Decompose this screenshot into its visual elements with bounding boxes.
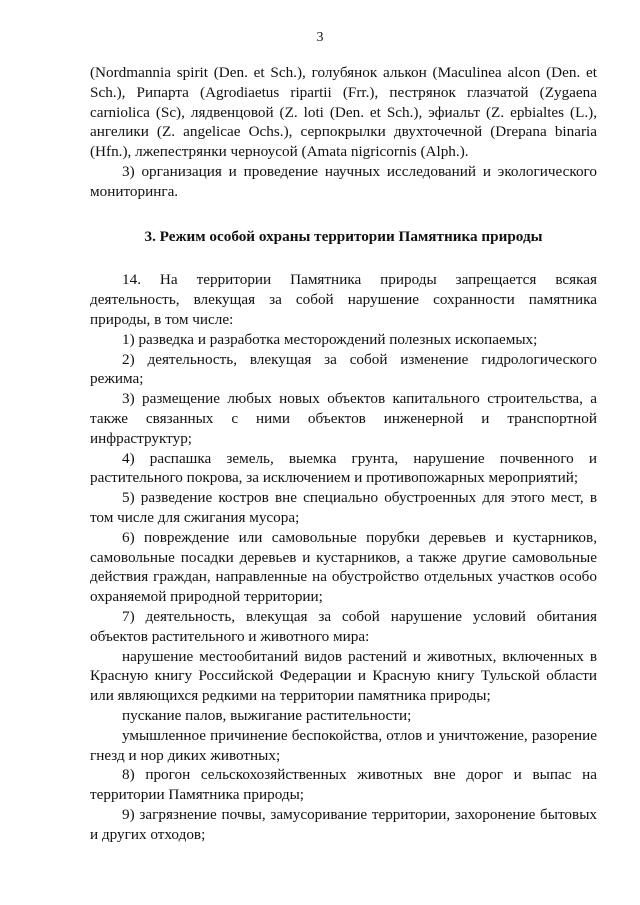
document-body bbox=[90, 63, 597, 844]
list-subitem-disturbance: умышленное причинение беспокойства, отлов и уничтожение, разорение гнезд и нор диких животных; bbox=[90, 726, 597, 764]
section-heading: 3. Режим особой охраны территории Памятника природы bbox=[144, 227, 543, 245]
clause-14-intro: 14. На территории Памятника природы запрещается всякая деятельность, влекущая за собой нарушение сохранности памятника природы, в том числе: bbox=[90, 271, 597, 328]
list-item-8: 8) прогон сельскохозяйственных животных вне дорог и выпас на территории Памятника природы; bbox=[90, 766, 597, 804]
list-subitem-burning: пускание палов, выжигание растительности; bbox=[122, 706, 412, 724]
list-item-2: 2) деятельность, влекущая за собой изменение гидрологического режима; bbox=[90, 350, 597, 388]
list-item-1: 1) разведка и разработка месторождений полезных ископаемых; bbox=[122, 330, 538, 348]
list-item-research-monitoring: 3) организация и проведение научных исследований и экологического мониторинга. bbox=[90, 162, 597, 200]
list-item-7: 7) деятельность, влекущая за собой нарушение условий обитания объектов растительного и животного мира: bbox=[90, 607, 597, 645]
list-item-9: 9) загрязнение почвы, замусоривание территории, захоронение бытовых и других отходов; bbox=[90, 805, 597, 843]
list-item-6: 6) повреждение или самовольные порубки деревьев и кустарников, самовольные посадки деревьев и кустарников, а также другие самовольные действия граждан, направленные на обустройство отдельных участков особо охраняемой природной территории; bbox=[90, 528, 597, 606]
list-item-4: 4) распашка земель, выемка грунта, нарушение почвенного и растительного покрова, за исключением и противопожарных мероприятий; bbox=[90, 449, 597, 487]
page-number: 3 bbox=[316, 30, 324, 45]
list-subitem-habitats: нарушение местообитаний видов растений и животных, включенных в Красную книгу Российской Федерации и Красную книгу Тульской области или являющихся редкими на территории памятника природы; bbox=[90, 647, 597, 705]
list-item-5: 5) разведение костров вне специально обустроенных для этого мест, в том числе для сжигания мусора; bbox=[90, 489, 597, 526]
list-item-3: 3) размещение любых новых объектов капитального строительства, а также связанных с ними объектов инженерной и транспортной инфраструктур; bbox=[90, 390, 597, 447]
scan-footer-artifact bbox=[90, 884, 597, 890]
species-list-continuation: (Nordmannia spirit (Den. et Sch.), голубянок алькон (Maculinea alcon (Den. et Sch.), Рипарта (Agrodiaetus ripartii (Frr.), пестрянок глазчатой (Zygaena carniolica (Sc), лядвенцовой (Z. loti (Den. et Sch.), эфиальт (Z. epbialtes (L.), ангелики (Z. angelicae Ochs.), серпокрылки двухточечной (Drepana binaria (Hfn.), лжепестрянки черноусой (Amata nigricornis (Alph.). bbox=[90, 64, 597, 161]
